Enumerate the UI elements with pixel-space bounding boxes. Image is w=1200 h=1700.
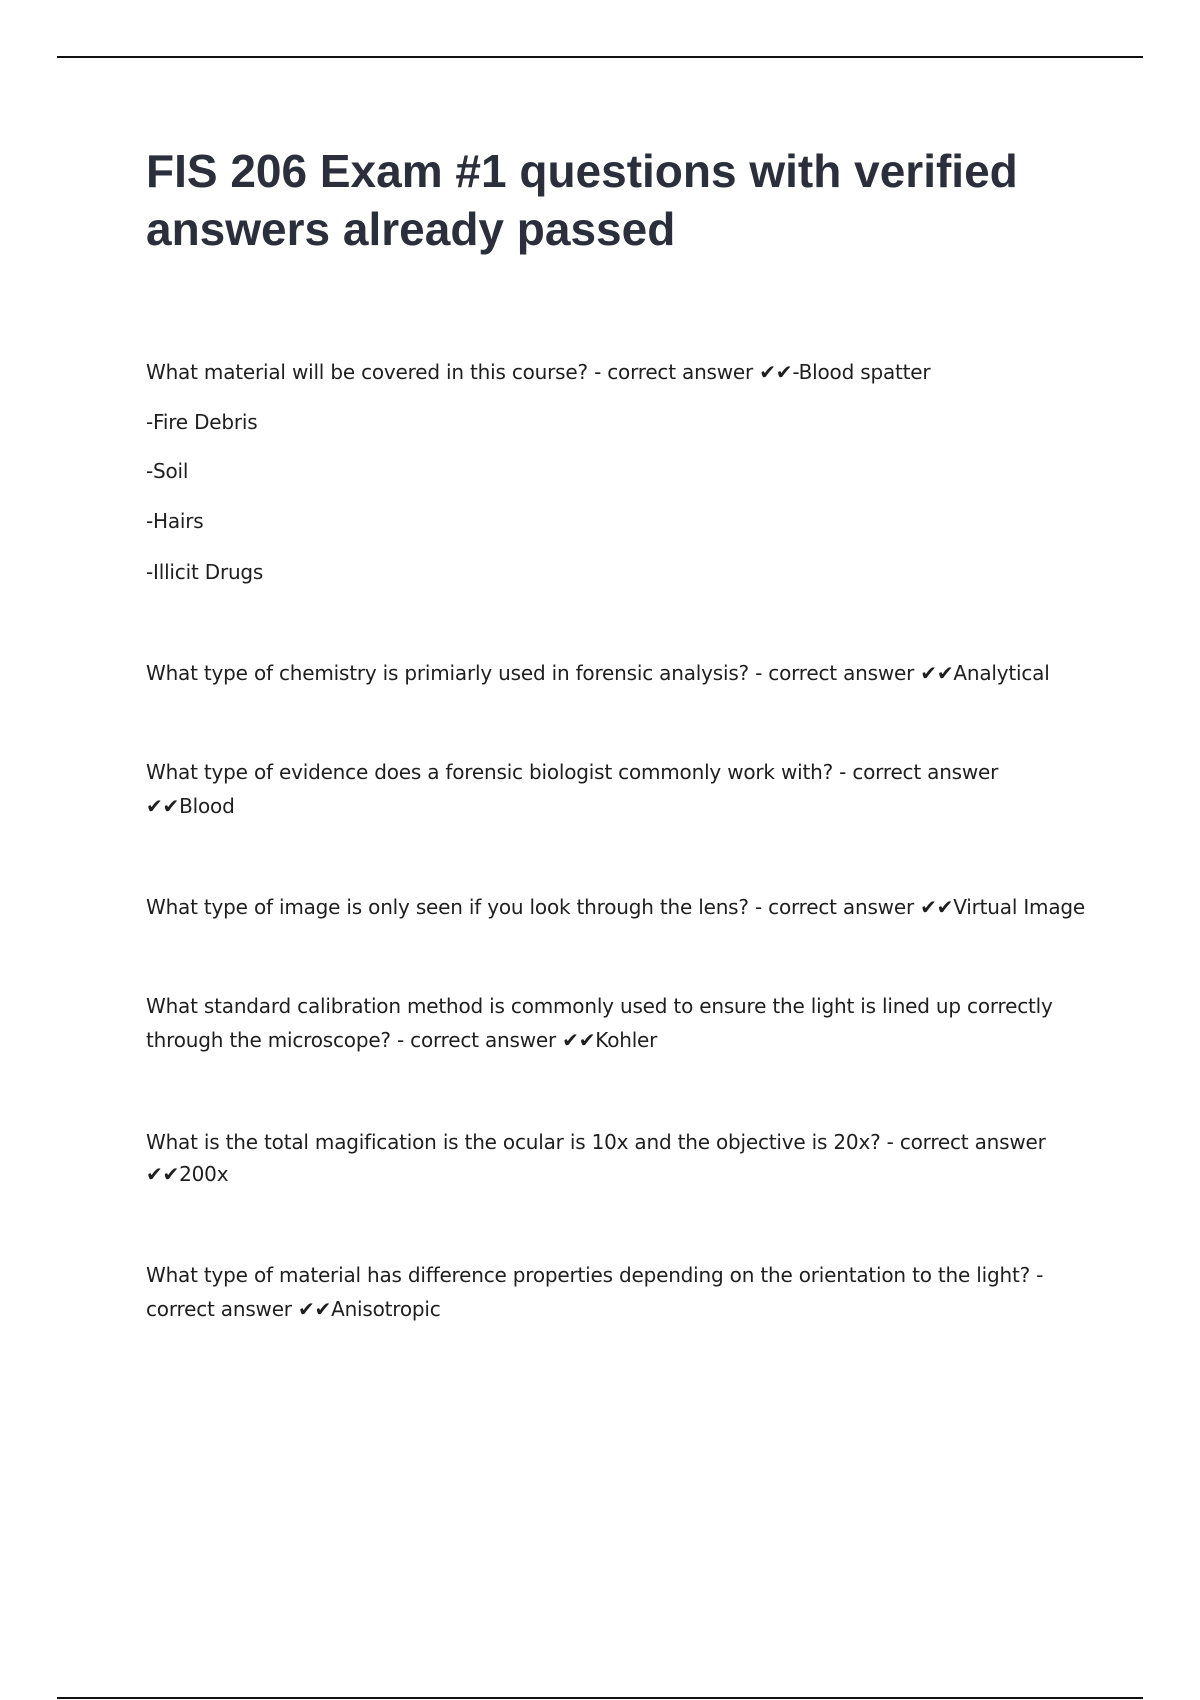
qa-item-1-question: What material will be covered in this course? - correct answer ✔✔-Blood spatter <box>146 360 931 384</box>
qa-item-6-line-2: ✔✔200x <box>146 1162 229 1186</box>
qa-item-4: What type of image is only seen if you look through the lens? - correct answer ✔✔Virtual Image <box>146 895 1085 919</box>
qa-item-6-line-1: What is the total magification is the ocular is 10x and the objective is 20x? - correct answer <box>146 1130 1046 1154</box>
qa-item-1-answer-line: -Hairs <box>146 509 204 533</box>
qa-item-5-line-2: through the microscope? - correct answer ✔✔Kohler <box>146 1028 658 1052</box>
qa-item-2: What type of chemistry is primiarly used in forensic analysis? - correct answer ✔✔Analytical <box>146 661 1050 685</box>
header-rule <box>57 56 1143 58</box>
footer-rule <box>57 1697 1143 1699</box>
qa-item-1-answer-line: -Soil <box>146 459 189 483</box>
qa-item-3-line-2: ✔✔Blood <box>146 794 235 818</box>
qa-item-7-line-2: correct answer ✔✔Anisotropic <box>146 1297 441 1321</box>
qa-item-5-line-1: What standard calibration method is commonly used to ensure the light is lined up correctly <box>146 994 1053 1018</box>
qa-item-7-line-1: What type of material has difference properties depending on the orientation to the light? - <box>146 1263 1044 1287</box>
page-title: FIS 206 Exam #1 questions with verified answers already passed <box>146 145 1018 255</box>
qa-item-1-answer-line: -Illicit Drugs <box>146 560 264 584</box>
qa-item-1-answer-line: -Fire Debris <box>146 410 258 434</box>
qa-item-3-line-1: What type of evidence does a forensic biologist commonly work with? - correct answer <box>146 760 999 784</box>
